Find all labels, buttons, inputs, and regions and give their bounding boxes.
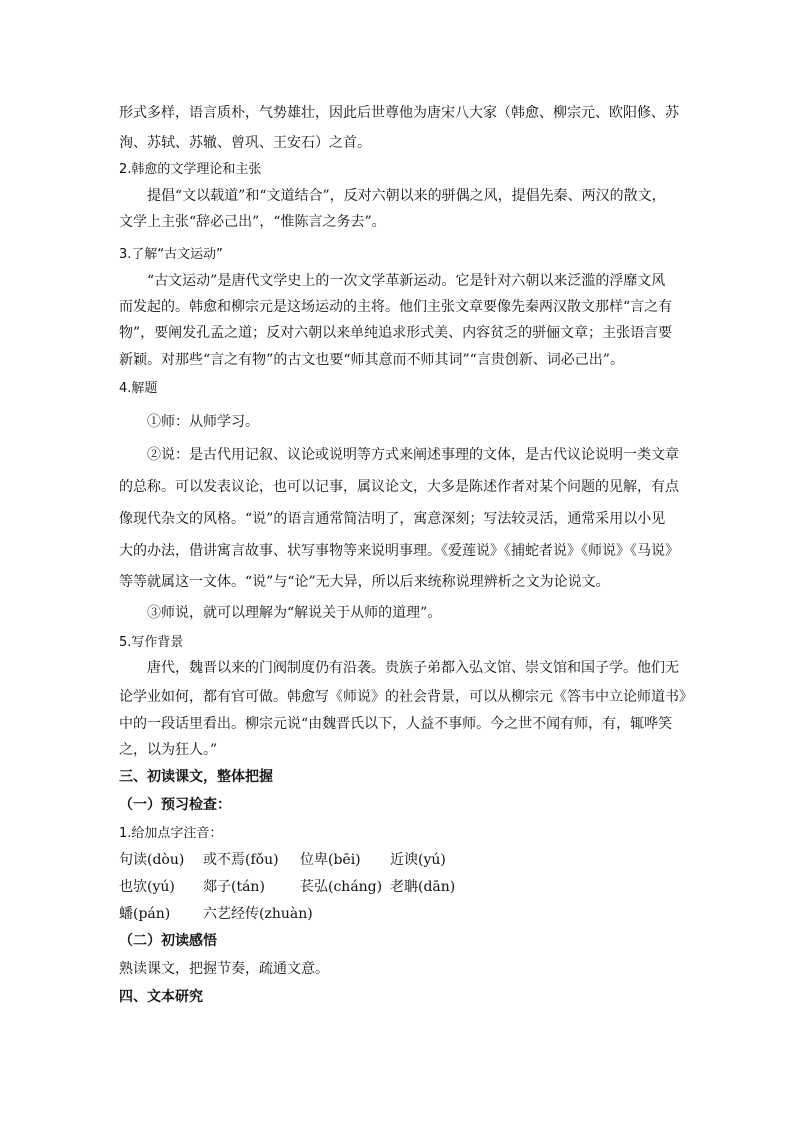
sec3-line2: 而发起的。韩愈和柳宗元是这场运动的主将。他们主张文章要像先秦两汉散文那样“言之有 [119, 299, 673, 315]
pinyin-item: 也欤(yú) [119, 879, 175, 895]
para1-line1: 形式多样，语言质朴，气势雄壮，因此后世尊他为唐宋八大家（韩愈、柳宗元、欧阳修、苏 [119, 105, 679, 121]
pinyin-item: 句读(dòu) [119, 852, 185, 868]
pinyin-item: 六艺经传(zhuàn) [203, 906, 313, 922]
sec3-heading: 3.了解“古文运动” [119, 247, 223, 262]
pinyin-item: 郯子(tán) [203, 879, 265, 895]
sec4-heading: 4.解题 [119, 381, 158, 396]
part3-line1: 熟读课文，把握节奏，疏通文意。 [119, 961, 329, 977]
pinyin-item: 位卑(bēi) [300, 852, 361, 868]
pinyin-row-1 [119, 851, 446, 869]
part3-heading: 三、初读课文，整体把握 [119, 769, 273, 785]
sec2-line1: 提倡“文以载道”和“文道结合”，反对六朝以来的骈偶之风，提倡先秦、两汉的散文， [147, 188, 666, 204]
sec2-heading: 2.韩愈的文学理论和主张 [119, 162, 262, 177]
sec3-line4: 新颖。对那些“言之有物”的古文也要“师其意而不师其词”“言贵创新、词必己出”。 [119, 352, 624, 368]
sec4-item2-line2: 的总称。可以发表议论，也可以记事，属议论文，大多是陈述作者对某个问题的见解，有点 [119, 479, 679, 495]
pinyin-item: 近谀(yú) [390, 852, 446, 868]
pinyin-item: 蟠(pán) [119, 906, 171, 922]
pinyin-row-2 [119, 878, 455, 896]
sec5-line2: 论学业如何，都有官可做。韩愈写《师说》的社会背景，可以从柳宗元《答韦中立论师道书》 [119, 689, 693, 705]
part3-q1: 1.给加点字注音： [119, 826, 223, 841]
pinyin-item: 苌弘(cháng) [300, 879, 383, 895]
sec3-line1: “古文运动”是唐代文学史上的一次文学革新运动。它是针对六朝以来泛滥的浮靡文风 [147, 273, 666, 289]
part4-heading: 四、文本研究 [119, 989, 203, 1005]
sec4-item1: ①师：从师学习。 [147, 414, 259, 430]
sec5-line4: 之，以为狂人。” [119, 742, 218, 758]
sec4-item2-line4: 大的办法，借讲寓言故事、状写事物等来说明事理。《爱莲说》《捕蛇者说》《师说》《马说》 [119, 543, 679, 559]
pinyin-item: 或不焉(fǒu) [203, 852, 279, 868]
pinyin-item: 老聃(dān) [390, 879, 456, 895]
sec5-heading: 5.写作背景 [119, 635, 184, 650]
sec4-item3: ③师说，就可以理解为“解说关于从师的道理”。 [147, 605, 442, 621]
sec5-line3: 中的一段话里看出。柳宗元说“由魏晋氏以下，人益不事师。今之世不闻有师，有，辄哗笑 [119, 716, 673, 732]
sec4-item2-line5: 等等就属这一文体。“说”与“论”无大异，所以后来统称说理辨析之文为论说文。 [119, 574, 610, 590]
sec2-line2: 文学上主张“辞必己出”，“惟陈言之务去”。 [119, 214, 386, 230]
para1-line2: 洵、苏轼、苏辙、曾巩、王安石）之首。 [119, 135, 371, 151]
sec3-line3: 物”，要阐发孔孟之道；反对六朝以来单纯追求形式美、内容贫乏的骈俪文章；主张语言要 [119, 325, 673, 341]
part3-sub1: （一）预习检查： [119, 797, 231, 813]
part3-sub2: （二）初读感悟 [119, 933, 217, 949]
pinyin-row-3 [119, 905, 313, 923]
sec4-item2-line3: 像现代杂文的风格。“说”的语言通常简洁明了，寓意深刻；写法较灵活，通常采用以小见 [119, 511, 666, 527]
sec4-item2-line1: ②说：是古代用记叙、议论或说明等方式来阐述事理的文体，是古代议论说明一类文章 [147, 447, 679, 463]
sec5-line1: 唐代，魏晋以来的门阀制度仍有沿袭。贵族子弟都入弘文馆、崇文馆和国子学。他们无 [147, 660, 679, 676]
